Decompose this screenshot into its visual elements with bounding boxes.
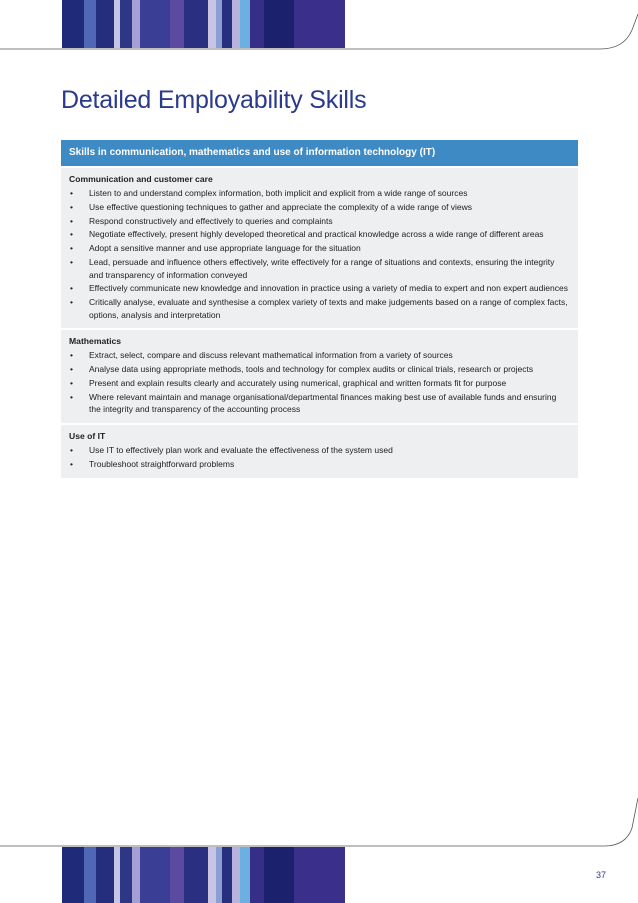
page-number: 37 [596,870,607,880]
section-heading: Use of IT [69,431,106,442]
bullet-icon: • [70,243,73,254]
skills-table [61,140,578,478]
bullet-icon: • [70,229,73,240]
list-item: • Effectively communicate new knowledge and innovation in practice using a variety of media to expert and non expert audiences [70,283,568,294]
section-mathematics [61,330,578,423]
list-item: • Adopt a sensitive manner and use appropriate language for the situation [70,243,361,254]
bullet-icon: • [70,256,73,267]
list-item: • Negotiate effectively, present highly developed theoretical and practical knowledge across a wide range of different areas [70,229,544,240]
list-item: • Respond constructively and effectively to queries and complaints [70,215,333,226]
footer-stripe-band [0,847,345,903]
section-heading: Mathematics [69,336,122,347]
list-item: • Critically analyse, evaluate and synthesise a complex variety of texts and make judgements based on a range of complex facts, options, analysis and interpretation [70,297,568,320]
header-stripe-band [0,0,345,48]
list-item: • Use effective questioning techniques to gather and appreciate the complexity of a wide range of views [70,201,473,212]
bullet-icon: • [70,297,73,308]
bullet-icon: • [70,364,73,375]
list-item: • Listen to and understand complex information, both implicit and explicit from a wide range of sources [70,188,468,198]
bullet-icon: • [70,215,73,226]
bullet-icon: • [70,458,73,469]
section-heading: Communication and customer care [69,174,213,184]
list-item: • Analyse data using appropriate methods, tools and technology for complex audits or clinical trials, research or projects [70,364,534,375]
list-item: • Lead, persuade and influence others effectively, write effectively for a range of situations and contexts, ensuring the integrity and transparency of information conveyed [70,256,555,280]
bullet-icon: • [70,201,73,212]
section-use-of-it [61,425,578,478]
list-item: • Troubleshoot straightforward problems [70,458,235,469]
list-item: • Where relevant maintain and manage organisational/departmental finances making best use of available funds and ensuring the integrity and transparency of the accounting process [70,391,557,415]
bullet-icon: • [70,188,73,198]
page-title: Detailed Employability Skills [61,86,367,114]
list-item: • Present and explain results clearly and accurately using numerical, graphical and written formats fit for purpose [70,378,507,388]
bullet-icon: • [70,391,73,402]
bullet-icon: • [70,283,73,294]
skills-table-header: Skills in communication, mathematics and use of information technology (IT) [61,140,578,166]
list-item: • Extract, select, compare and discuss relevant mathematical information from a variety of sources [70,350,453,361]
bullet-icon: • [70,350,73,361]
section-communication [61,168,578,328]
bullet-icon: • [70,445,73,456]
bullet-icon: • [70,378,73,388]
list-item: • Use IT to effectively plan work and evaluate the effectiveness of the system used [70,445,393,456]
